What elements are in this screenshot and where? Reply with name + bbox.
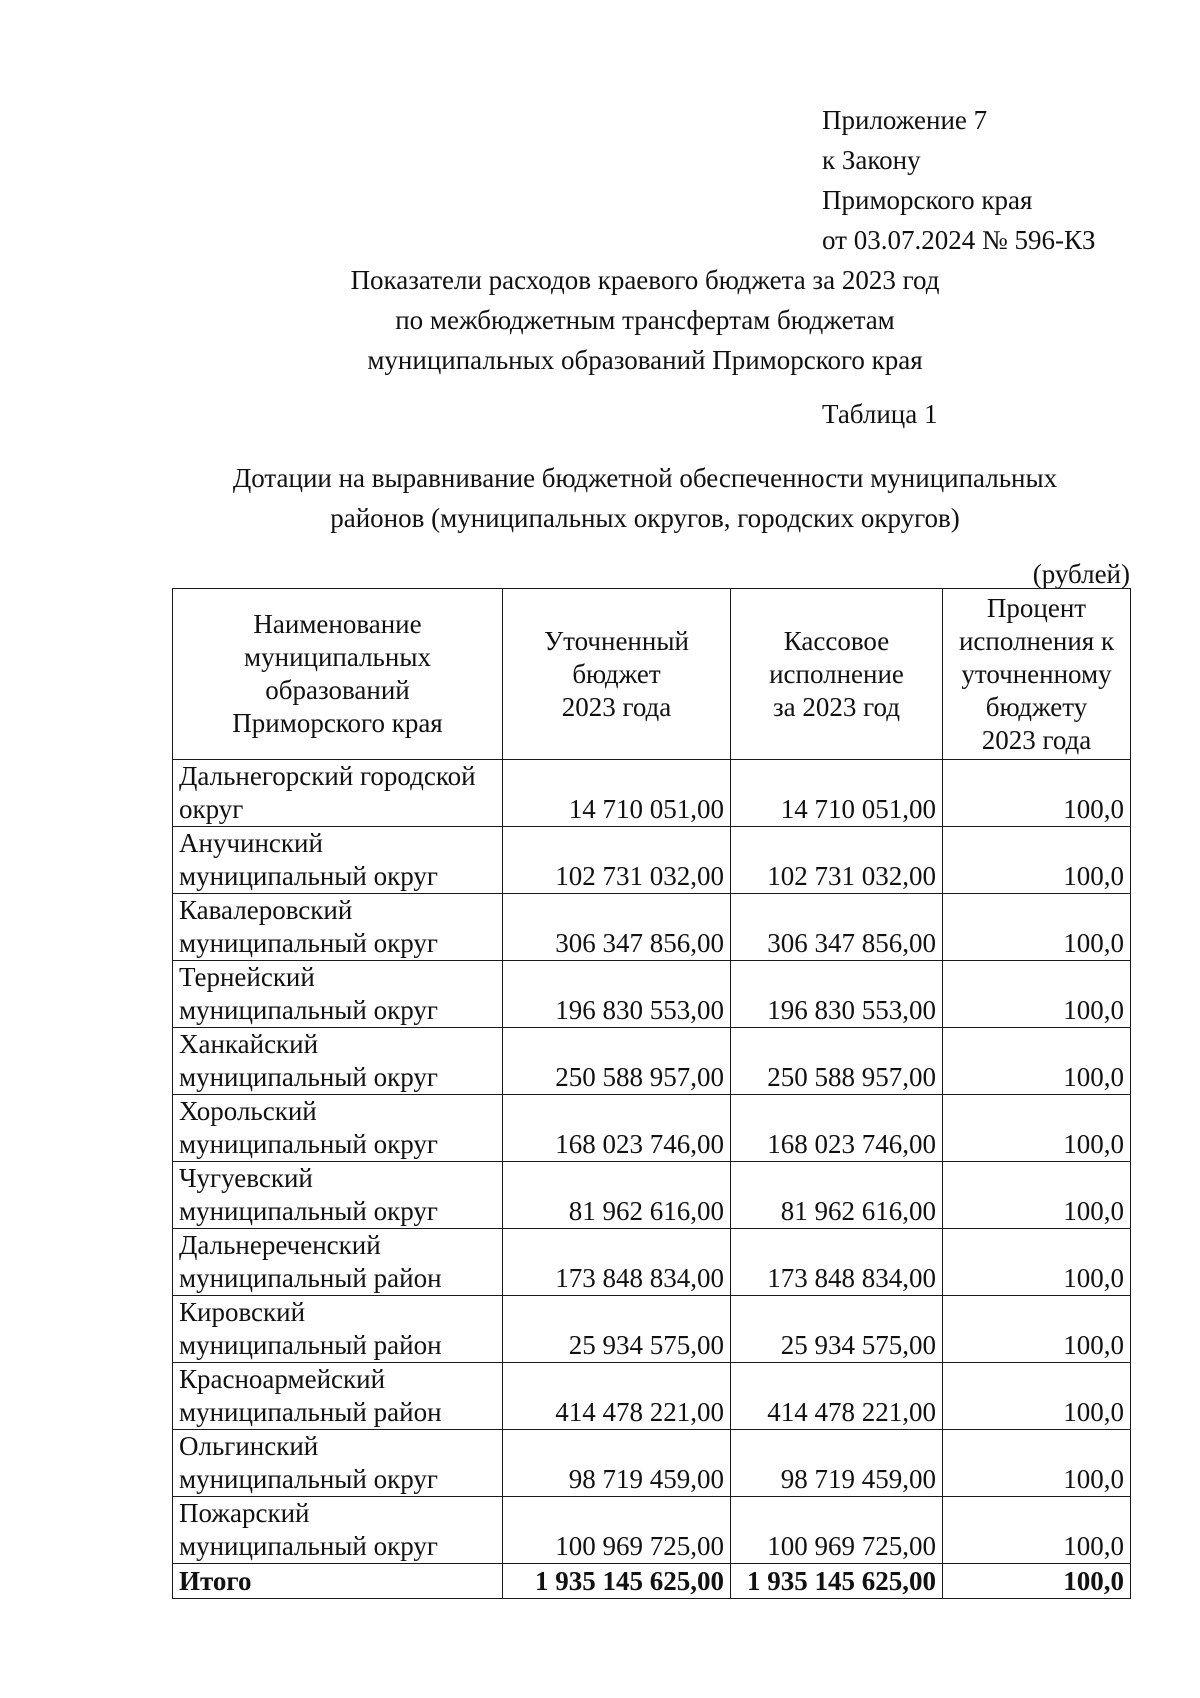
- header-name-line: Наименование: [253, 609, 422, 639]
- row-name-cell: [173, 1296, 503, 1363]
- row-budget-cell: 14 710 051,00: [503, 760, 731, 827]
- row-name-line: муниципальный округ: [179, 995, 438, 1025]
- row-name-line: муниципальный район: [179, 1397, 442, 1427]
- row-name-line: муниципальный округ: [179, 1062, 438, 1092]
- row-budget-cell: 306 347 856,00: [503, 894, 731, 961]
- header-name: [173, 589, 503, 760]
- total-cash-cell: 1 935 145 625,00: [731, 1564, 943, 1599]
- row-percent-cell: 100,0: [943, 1430, 1131, 1497]
- row-name-line: муниципальный округ: [179, 861, 438, 891]
- row-percent-cell: 100,0: [943, 894, 1131, 961]
- table-row: [173, 1497, 1131, 1564]
- row-budget-cell: 98 719 459,00: [503, 1430, 731, 1497]
- table-row: [173, 1095, 1131, 1162]
- table-label: Таблица 1: [822, 399, 938, 429]
- row-name-line: Кировский: [179, 1297, 306, 1327]
- row-name-cell: [173, 1095, 503, 1162]
- table-row: [173, 1430, 1131, 1497]
- row-name-line: муниципальный округ: [179, 1464, 438, 1494]
- transfers-table: [172, 588, 1131, 1599]
- row-name-line: муниципальный округ: [179, 1531, 438, 1561]
- row-percent-cell: 100,0: [943, 1363, 1131, 1430]
- row-name-line: Ханкайский: [179, 1029, 319, 1059]
- row-name-line: Дальнегорский городской: [179, 761, 476, 791]
- unit-label: (рублей): [1032, 559, 1130, 589]
- row-budget-cell: 168 023 746,00: [503, 1095, 731, 1162]
- row-name-line: Ольгинский: [179, 1431, 319, 1461]
- table-row: [173, 1296, 1131, 1363]
- header-cash-line: Кассовое: [783, 625, 890, 656]
- table-row: [173, 1229, 1131, 1296]
- appendix-law-ref: к Закону: [822, 145, 921, 175]
- row-budget-cell: 81 962 616,00: [503, 1162, 731, 1229]
- row-budget-cell: 414 478 221,00: [503, 1363, 731, 1430]
- total-budget-cell: 1 935 145 625,00: [503, 1564, 731, 1599]
- total-name-cell: Итого: [173, 1564, 503, 1599]
- row-cash-cell: 100 969 725,00: [731, 1497, 943, 1564]
- header-name-line: Приморского края: [232, 708, 443, 738]
- row-name-cell: [173, 827, 503, 894]
- row-cash-cell: 25 934 575,00: [731, 1296, 943, 1363]
- header-budget-line: 2023 года: [561, 691, 672, 722]
- header-percent: [943, 589, 1131, 760]
- subtitle-line-1: Дотации на выравнивание бюджетной обеспеченности муниципальных: [232, 463, 1058, 493]
- header-cash-line: за 2023 год: [772, 691, 900, 722]
- header-percent-line: Процент: [986, 592, 1087, 623]
- row-name-cell: [173, 961, 503, 1028]
- row-name-line: округ: [179, 794, 244, 824]
- row-name-cell: [173, 894, 503, 961]
- row-percent-cell: 100,0: [943, 961, 1131, 1028]
- row-cash-cell: 173 848 834,00: [731, 1229, 943, 1296]
- table-row: [173, 1162, 1131, 1229]
- header-percent-line: бюджету: [985, 691, 1088, 722]
- row-name-line: Дальнереченский: [179, 1230, 381, 1260]
- row-name-line: Чугуевский: [179, 1163, 313, 1193]
- row-percent-cell: 100,0: [943, 1497, 1131, 1564]
- row-percent-cell: 100,0: [943, 1229, 1131, 1296]
- row-percent-cell: 100,0: [943, 1095, 1131, 1162]
- row-cash-cell: 81 962 616,00: [731, 1162, 943, 1229]
- row-name-line: Анучинский: [179, 828, 323, 858]
- row-name-cell: [173, 1162, 503, 1229]
- header-cash-line: исполнение: [769, 658, 904, 689]
- header-cash: [731, 589, 943, 760]
- row-cash-cell: 14 710 051,00: [731, 760, 943, 827]
- row-budget-cell: 102 731 032,00: [503, 827, 731, 894]
- row-cash-cell: 306 347 856,00: [731, 894, 943, 961]
- row-budget-cell: 173 848 834,00: [503, 1229, 731, 1296]
- table-row: [173, 1363, 1131, 1430]
- document-title: [180, 260, 1110, 380]
- row-percent-cell: 100,0: [943, 1028, 1131, 1095]
- header-budget-line: бюджет: [572, 658, 661, 689]
- row-percent-cell: 100,0: [943, 827, 1131, 894]
- appendix-date: от 03.07.2024 № 596-КЗ: [822, 225, 1096, 255]
- title-line-2: по межбюджетным трансфертам бюджетам: [395, 305, 895, 335]
- row-name-line: Кавалеровский: [179, 895, 353, 925]
- row-budget-cell: 196 830 553,00: [503, 961, 731, 1028]
- header-percent-line: 2023 года: [981, 724, 1092, 755]
- row-cash-cell: 168 023 746,00: [731, 1095, 943, 1162]
- header-name-line: образований: [265, 675, 410, 705]
- row-cash-cell: 196 830 553,00: [731, 961, 943, 1028]
- header-budget: [503, 589, 731, 760]
- row-name-line: муниципальный округ: [179, 1196, 438, 1226]
- table-row: [173, 827, 1131, 894]
- row-name-line: Пожарский: [179, 1498, 310, 1528]
- header-percent-line: уточненному: [961, 658, 1112, 689]
- row-name-line: Хорольский: [179, 1096, 317, 1126]
- table-row: [173, 1028, 1131, 1095]
- row-cash-cell: 98 719 459,00: [731, 1430, 943, 1497]
- row-name-cell: [173, 1363, 503, 1430]
- table-row: [173, 961, 1131, 1028]
- row-cash-cell: 414 478 221,00: [731, 1363, 943, 1430]
- row-name-cell: [173, 760, 503, 827]
- subtitle-line-2: районов (муниципальных округов, городских округов): [330, 503, 960, 533]
- total-percent-cell: 100,0: [943, 1564, 1131, 1599]
- row-cash-cell: 250 588 957,00: [731, 1028, 943, 1095]
- table-header-row: [173, 589, 1131, 760]
- row-budget-cell: 25 934 575,00: [503, 1296, 731, 1363]
- row-percent-cell: 100,0: [943, 1162, 1131, 1229]
- row-name-line: муниципальный округ: [179, 928, 438, 958]
- table-total-row: [173, 1564, 1131, 1599]
- header-name-line: муниципальных: [244, 642, 431, 672]
- row-name-cell: [173, 1430, 503, 1497]
- row-percent-cell: 100,0: [943, 1296, 1131, 1363]
- appendix-block: [822, 100, 1095, 260]
- row-percent-cell: 100,0: [943, 760, 1131, 827]
- row-name-cell: [173, 1028, 503, 1095]
- header-percent-line: исполнения к: [958, 625, 1115, 656]
- appendix-number: Приложение 7: [822, 105, 988, 135]
- row-name-cell: [173, 1229, 503, 1296]
- appendix-region: Приморского края: [822, 185, 1033, 215]
- row-name-line: муниципальный район: [179, 1263, 442, 1293]
- row-budget-cell: 100 969 725,00: [503, 1497, 731, 1564]
- row-name-cell: [173, 1497, 503, 1564]
- title-line-1: Показатели расходов краевого бюджета за 2023 год: [350, 265, 940, 295]
- row-budget-cell: 250 588 957,00: [503, 1028, 731, 1095]
- table-row: [173, 894, 1131, 961]
- row-name-line: Тернейский: [179, 962, 315, 992]
- title-line-3: муниципальных образований Приморского края: [367, 345, 923, 375]
- header-budget-line: Уточненный: [544, 625, 689, 656]
- row-name-line: муниципальный район: [179, 1330, 442, 1360]
- row-name-line: муниципальный округ: [179, 1129, 438, 1159]
- row-cash-cell: 102 731 032,00: [731, 827, 943, 894]
- row-name-line: Красноармейский: [179, 1364, 386, 1394]
- table-row: [173, 760, 1131, 827]
- table-subtitle: [160, 458, 1130, 538]
